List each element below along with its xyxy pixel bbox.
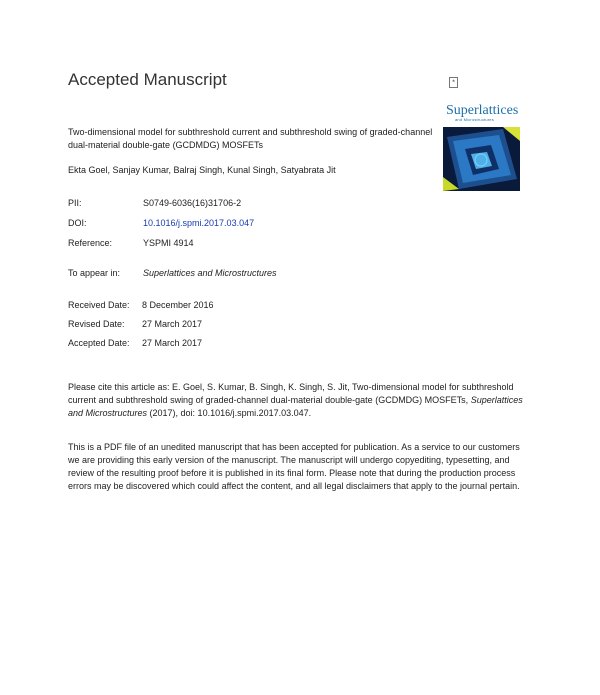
elsevier-logo-icon: ♣ xyxy=(449,77,458,88)
appear-journal: Superlattices and Microstructures xyxy=(143,268,277,278)
citation-prefix: Please cite this article as: E. Goel, S. Kumar, B. Singh, K. Singh, S. Jit, Two-dimensional model for subthreshold current and subthreshold swing of graded-channel dual-material double-gate (GCDMDG) MOSFETs, xyxy=(68,382,514,405)
citation-journal: Superlattices and Microstructures xyxy=(68,395,523,418)
received-label: Received Date: xyxy=(68,300,130,310)
article-title: Two-dimensional model for subthreshold current and subthreshold swing of graded-channel dual-material double-gate (GCDMDG) MOSFETs xyxy=(68,127,433,150)
article-authors: Ekta Goel, Sanjay Kumar, Balraj Singh, Kunal Singh, Satyabrata Jit xyxy=(68,165,336,175)
accepted-value: 27 March 2017 xyxy=(142,338,203,348)
journal-cover-image xyxy=(443,127,520,191)
journal-logo-text: Superlattices xyxy=(446,103,519,118)
appear-label: To appear in: xyxy=(68,268,121,278)
pii-value: S0749-6036(16)31706-2 xyxy=(143,198,242,208)
accepted-label: Accepted Date: xyxy=(68,338,130,348)
doi-link[interactable]: 10.1016/j.spmi.2017.03.047 xyxy=(143,218,255,228)
notice-paragraph: This is a PDF file of an unedited manuscript that has been accepted for publication. As a service to our customers we are providing this early version of the manuscript. The manuscript will undergo copyediting, typesetting, and review of the resulting proof before it is published in its final form. Please note that during the production process errors may be discovered which could affect the content, and all legal disclaimers that apply to the journal pertain. xyxy=(68,442,520,491)
received-value: 8 December 2016 xyxy=(142,300,214,310)
reference-label: Reference: xyxy=(68,238,113,248)
journal-logo-subtext: and Microstructures xyxy=(455,117,494,122)
pii-label: PII: xyxy=(68,198,82,208)
doi-label: DOI: xyxy=(68,218,87,228)
revised-value: 27 March 2017 xyxy=(142,319,203,329)
citation-suffix: (2017), doi: 10.1016/j.spmi.2017.03.047. xyxy=(147,408,312,418)
citation-paragraph xyxy=(68,381,523,420)
page-heading: Accepted Manuscript xyxy=(68,70,227,89)
reference-value: YSPMI 4914 xyxy=(143,238,194,248)
revised-label: Revised Date: xyxy=(68,319,125,329)
